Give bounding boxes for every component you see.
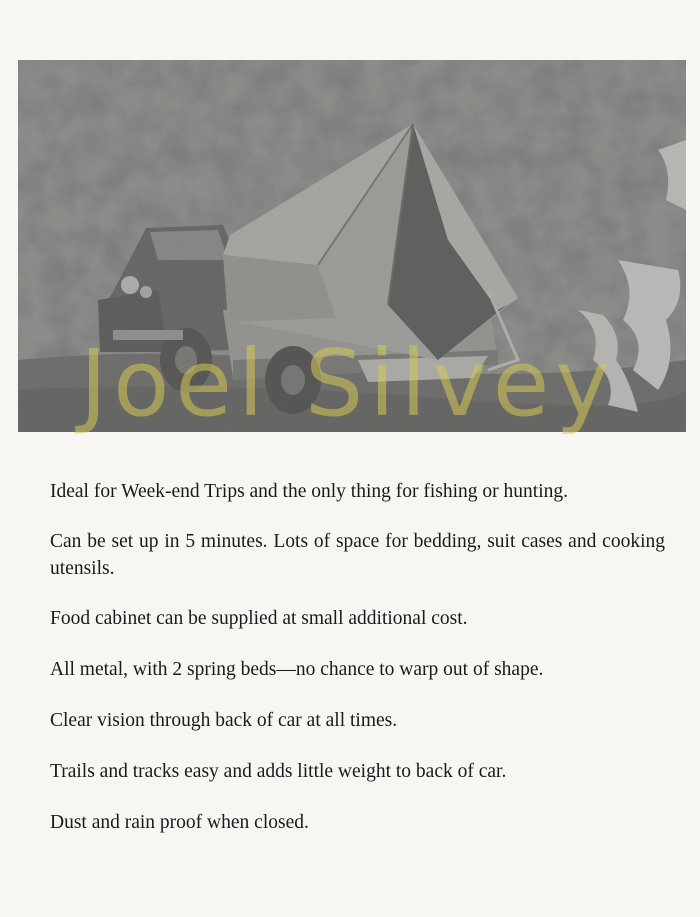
paragraph-weekend-trips: Ideal for Week-end Trips and the only thing for fishing or hunting.: [50, 481, 568, 502]
paragraph-food-cabinet: Food cabinet can be supplied at small additional cost.: [50, 608, 468, 629]
photo-grain: [18, 60, 686, 432]
watermark-text: Joel Silvey: [80, 330, 616, 437]
description-text: [50, 478, 665, 860]
paragraph-clear-vision: Clear vision through back of car at all times.: [50, 710, 398, 731]
tent-trailer-photo: [18, 60, 686, 432]
paragraph-all-metal: All metal, with 2 spring beds—no chance to warp out of shape.: [50, 659, 544, 680]
paragraph-dust-rain-proof: Dust and rain proof when closed.: [50, 812, 309, 833]
photo-illustration: [18, 60, 686, 432]
paragraph-setup-time: Can be set up in 5 minutes. Lots of space for bedding, suit cases and cooking utensils.: [50, 531, 665, 579]
paragraph-trails-tracks: Trails and tracks easy and adds little weight to back of car.: [50, 761, 507, 782]
